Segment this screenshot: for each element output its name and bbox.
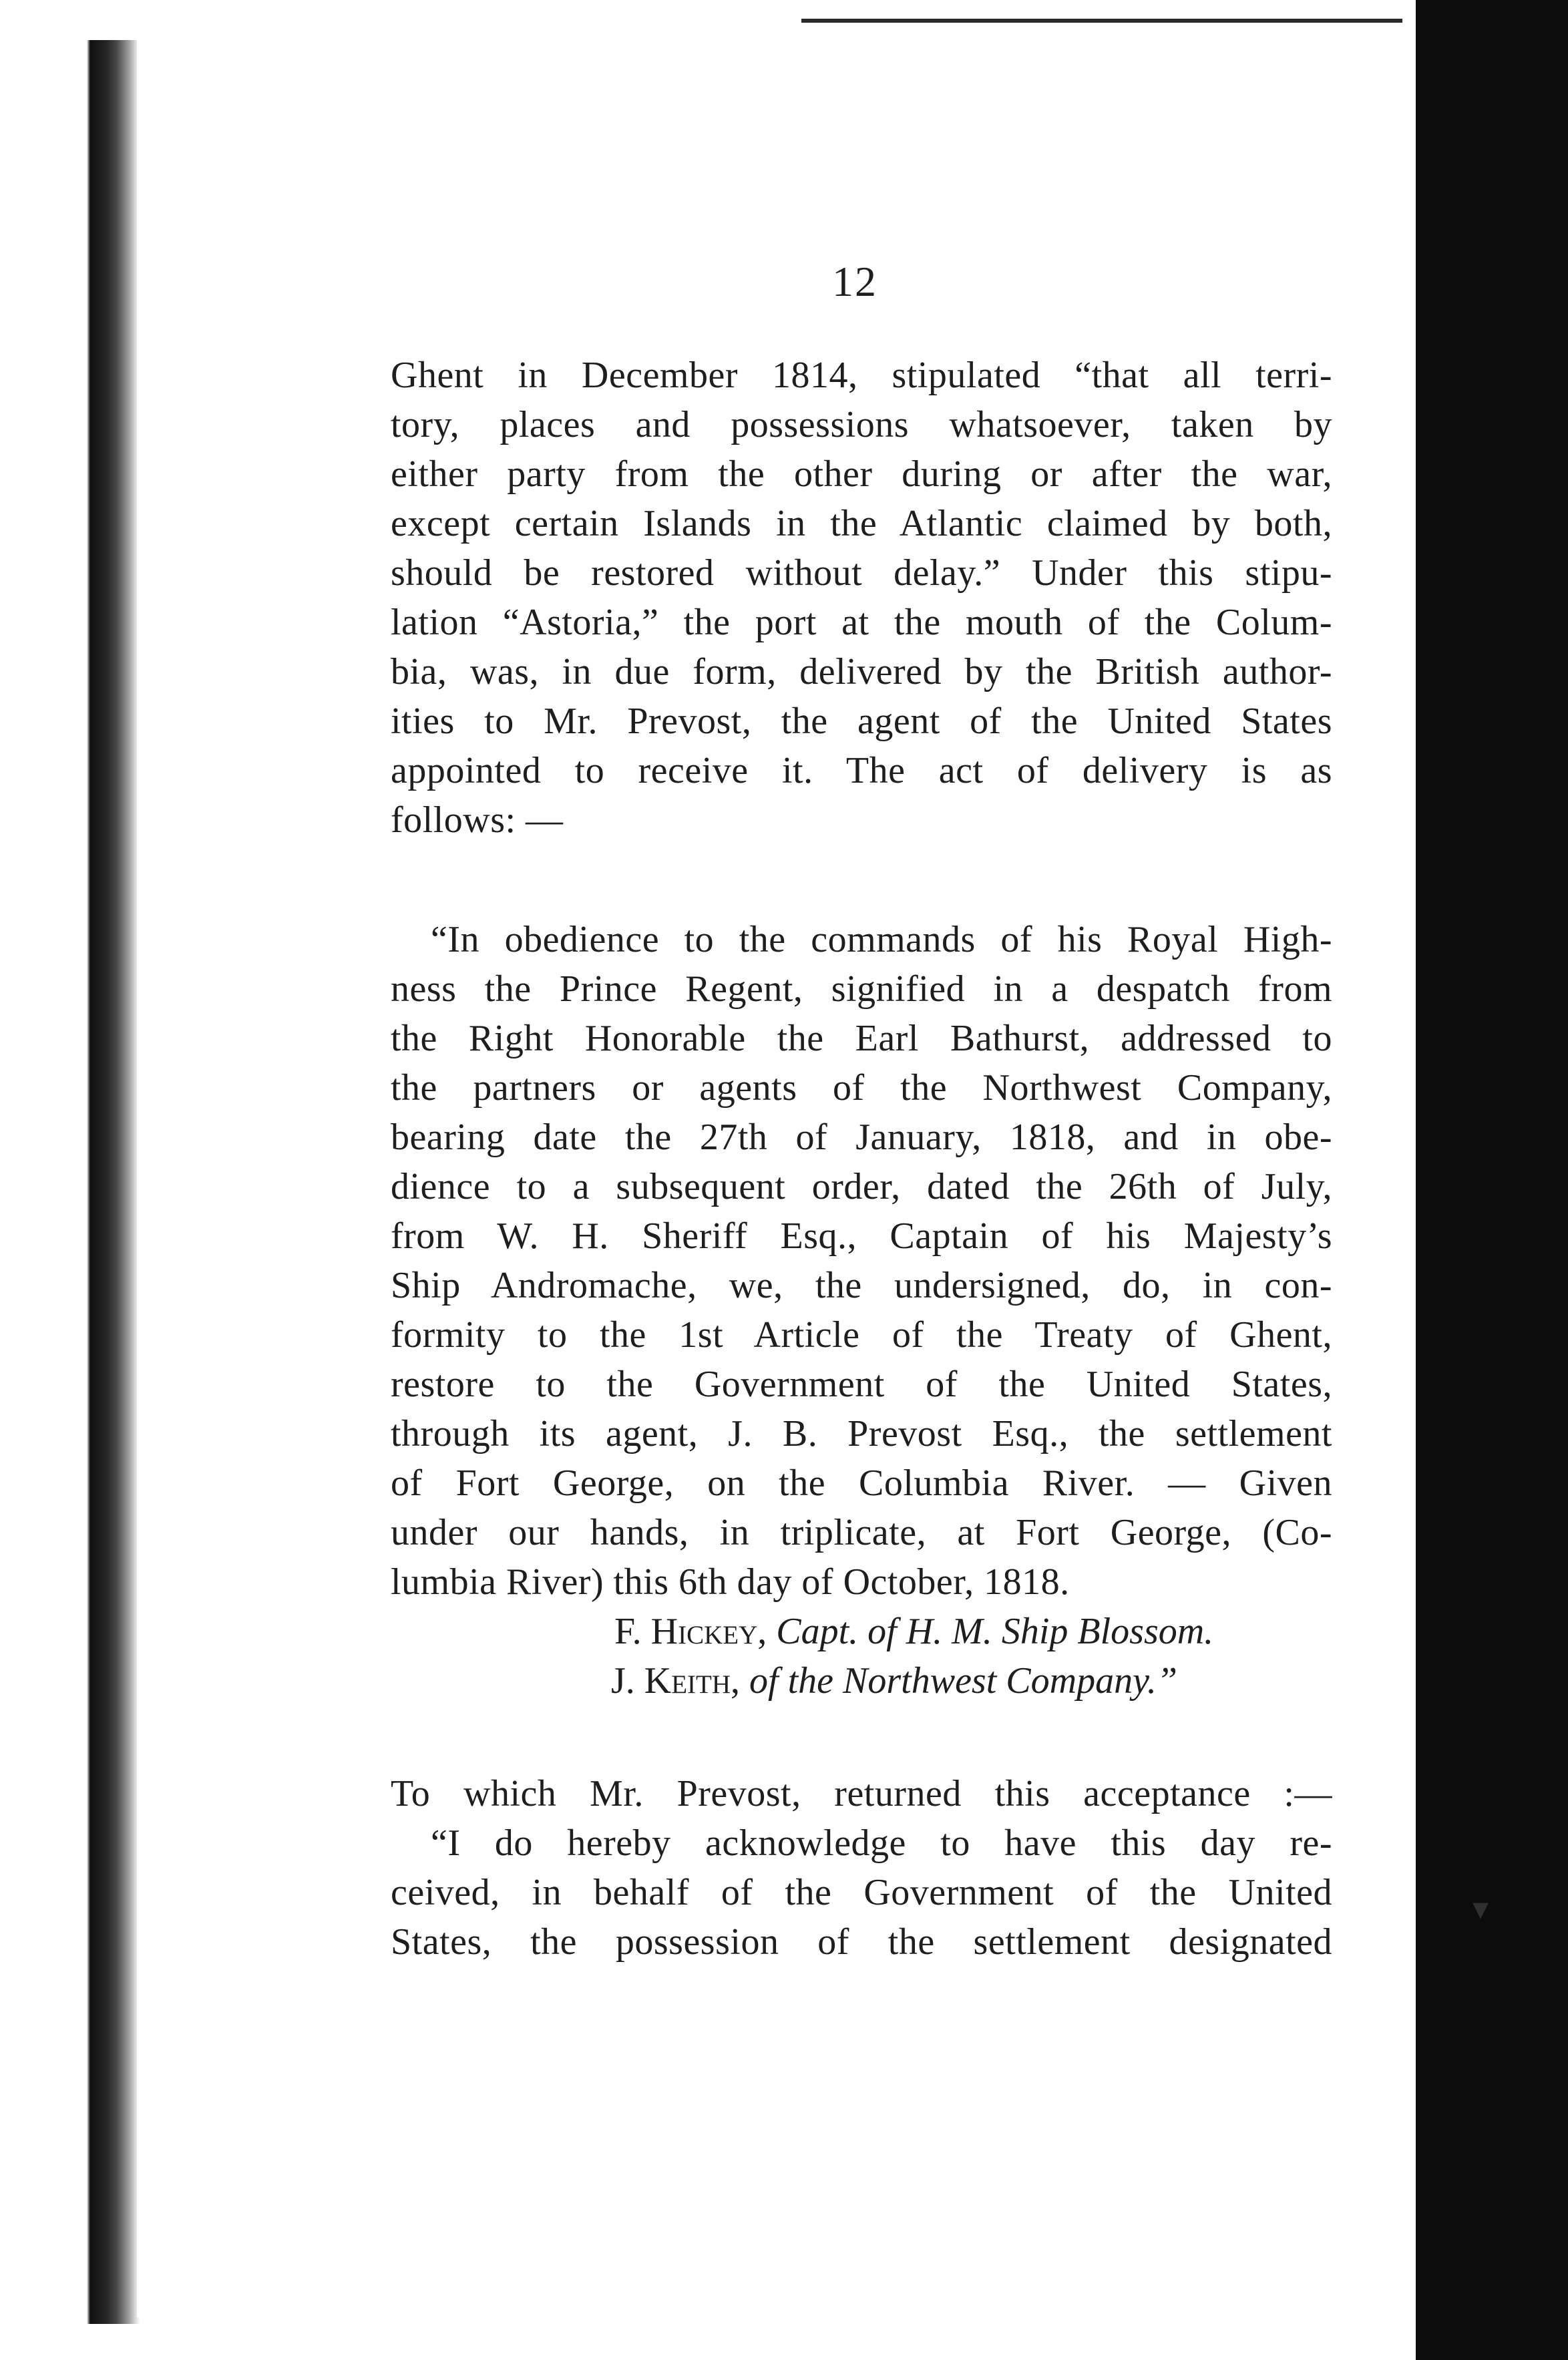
text-line: States, the possession of the settlement designated bbox=[391, 1921, 1332, 1963]
text-line: restore to the Government of the United States, bbox=[391, 1364, 1332, 1405]
text-line: under our hands, in triplicate, at Fort George, (Co- bbox=[391, 1512, 1332, 1553]
signature-name: Keith, bbox=[644, 1660, 741, 1702]
paragraph-2 bbox=[391, 1769, 1332, 1967]
main-text bbox=[391, 351, 1332, 1967]
paragraph-gap bbox=[391, 845, 1332, 915]
book-binding-edge bbox=[0, 40, 140, 2324]
text-line: formity to the 1st Article of the Treaty of Ghent, bbox=[391, 1314, 1332, 1356]
signature-initial: J. bbox=[611, 1660, 635, 1702]
text-line: ceived, in behalf of the Government of the United bbox=[391, 1872, 1332, 1913]
text-line: lumbia River) this 6th day of October, 1818. bbox=[391, 1561, 1070, 1603]
text-line: should be restored without delay.” Under this stipu- bbox=[391, 552, 1332, 594]
text-line: either party from the other during or after the war, bbox=[391, 453, 1332, 495]
text-line: follows: — bbox=[391, 799, 564, 841]
text-line: dience to a subsequent order, dated the 26th of July, bbox=[391, 1166, 1332, 1207]
signature-name: Hickey, bbox=[650, 1611, 767, 1652]
text-line: appointed to receive it. The act of delivery is as bbox=[391, 750, 1332, 791]
text-line: through its agent, J. B. Prevost Esq., the settlement bbox=[391, 1413, 1332, 1454]
text-line: tory, places and possessions whatsoever, taken by bbox=[391, 404, 1332, 445]
text-line: ities to Mr. Prevost, the agent of the United States bbox=[391, 701, 1332, 742]
text-line: bearing date the 27th of January, 1818, and in obe- bbox=[391, 1117, 1332, 1158]
text-line: the Right Honorable the Earl Bathurst, addressed to bbox=[391, 1018, 1332, 1059]
signature-title: Capt. of H. M. Ship Blossom. bbox=[776, 1611, 1214, 1652]
page-number: 12 bbox=[832, 258, 877, 305]
text-line: ness the Prince Regent, signified in a despatch from bbox=[391, 968, 1332, 1010]
text-line: except certain Islands in the Atlantic claimed by both, bbox=[391, 503, 1332, 544]
text-line: the partners or agents of the Northwest Company, bbox=[391, 1067, 1332, 1109]
signature-initial: F. bbox=[614, 1611, 642, 1652]
text-line: lation “Astoria,” the port at the mouth of the Colum- bbox=[391, 602, 1332, 643]
signature-title: of the Northwest Company.” bbox=[749, 1660, 1177, 1702]
scan-right-border bbox=[1416, 0, 1568, 2360]
paragraph-gap bbox=[391, 1706, 1332, 1769]
text-line: Ghent in December 1814, stipulated “that all terri- bbox=[391, 355, 1332, 396]
paragraph-1 bbox=[391, 351, 1332, 845]
text-line: Ship Andromache, we, the undersigned, do, in con- bbox=[391, 1265, 1332, 1306]
text-line: from W. H. Sheriff Esq., Captain of his Majesty’s bbox=[391, 1215, 1332, 1257]
text-line: “In obedience to the commands of his Royal High- bbox=[431, 919, 1332, 960]
signature-keith bbox=[391, 1656, 1332, 1706]
quoted-act-of-delivery bbox=[391, 915, 1332, 1607]
text-line: “I do hereby acknowledge to have this day re- bbox=[431, 1822, 1332, 1864]
text-line: bia, was, in due form, delivered by the British author- bbox=[391, 651, 1332, 693]
signature-hickey bbox=[391, 1607, 1332, 1656]
text-line: of Fort George, on the Columbia River. — Given bbox=[391, 1462, 1332, 1504]
margin-mark-icon: ▾ bbox=[1473, 1891, 1489, 1927]
text-line: To which Mr. Prevost, returned this acceptance :— bbox=[391, 1773, 1332, 1814]
scan-top-edge bbox=[801, 19, 1402, 23]
